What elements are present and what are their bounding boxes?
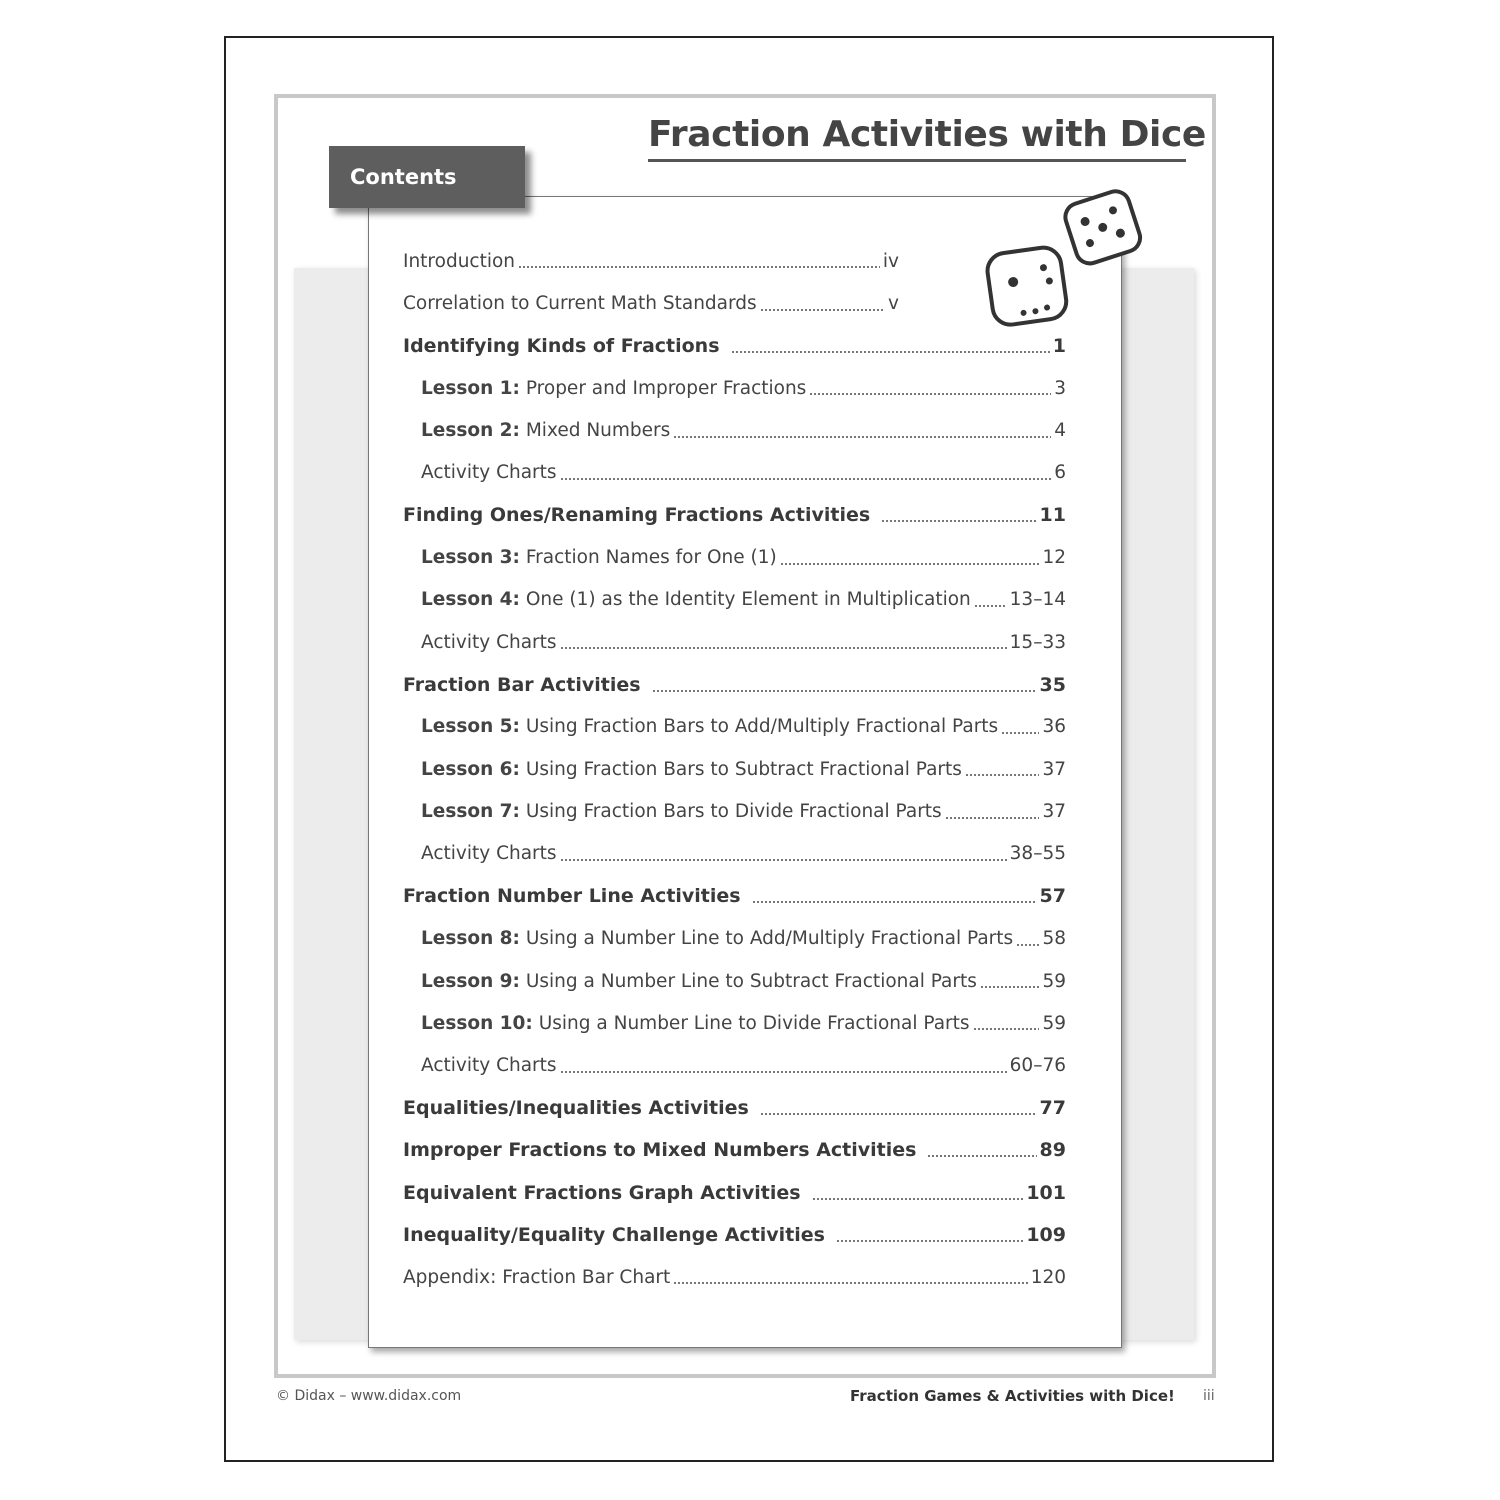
- toc-lesson-number: Lesson 8:: [421, 928, 520, 950]
- toc-entry: [403, 1214, 1066, 1256]
- toc-lesson-number: Lesson 1:: [421, 377, 520, 399]
- toc-entry: [403, 409, 1066, 451]
- toc-dot-leader: [945, 817, 1040, 819]
- toc-entry-label: [403, 1139, 916, 1161]
- toc-entry: [403, 579, 1066, 621]
- toc-lesson-number: Lesson 9:: [421, 970, 520, 992]
- toc-entry-label: [403, 251, 515, 272]
- toc-dot-leader: [652, 690, 1037, 692]
- toc-page-number: 6: [1054, 462, 1066, 484]
- toc-dot-leader: [1001, 732, 1039, 734]
- toc-entry-text: Using Fraction Bars to Add/Multiply Fractional Parts: [525, 716, 999, 738]
- toc-entry-label: [421, 420, 670, 441]
- toc-entry-label: [421, 1055, 557, 1076]
- toc-entry: [403, 1045, 1066, 1087]
- toc-page-number: 37: [1042, 758, 1066, 780]
- contents-tab-label: Contents: [350, 165, 457, 189]
- toc-dot-leader: [974, 605, 1007, 607]
- toc-dot-leader: [560, 478, 1052, 480]
- toc-entry-label: [403, 674, 641, 696]
- toc-entry-text: Proper and Improper Fractions: [525, 377, 807, 399]
- contents-tab: [329, 146, 525, 208]
- toc-entry-label: [421, 462, 557, 483]
- toc-entry-text: Activity Charts: [421, 843, 557, 865]
- toc-entry: [403, 875, 1066, 917]
- toc-lesson-number: Lesson 7:: [421, 801, 520, 823]
- toc-entry-text: Activity Charts: [421, 462, 557, 484]
- toc-entry-text: One (1) as the Identity Element in Multiplication: [525, 589, 971, 611]
- toc-entry-text: Using Fraction Bars to Divide Fractional Parts: [525, 801, 942, 823]
- toc-entry-label: [403, 885, 741, 907]
- toc-dot-leader: [836, 1240, 1023, 1242]
- toc-page-number: 1: [1052, 334, 1066, 357]
- toc-dot-leader: [965, 774, 1040, 776]
- toc-page-number: 57: [1039, 885, 1066, 908]
- toc-entry: [403, 918, 1066, 960]
- toc-entry-text: Using a Number Line to Subtract Fractional Parts: [525, 970, 977, 992]
- toc-page-number: v: [888, 293, 899, 315]
- toc-entry-text: Improper Fractions to Mixed Numbers Activities: [403, 1139, 917, 1162]
- toc-page-number: 37: [1042, 801, 1066, 823]
- toc-dot-leader: [518, 266, 880, 268]
- toc-entry-text: Activity Charts: [421, 1055, 557, 1077]
- toc-page-number: 60–76: [1009, 1055, 1066, 1077]
- toc-entry-label: [421, 378, 806, 399]
- toc-page-number: 109: [1026, 1224, 1066, 1247]
- toc-page-number: 59: [1042, 970, 1066, 992]
- toc-entry-label: [421, 632, 557, 653]
- toc-page-number: 77: [1039, 1097, 1066, 1120]
- toc-entry-text: Equivalent Fractions Graph Activities: [403, 1181, 801, 1204]
- toc-dot-leader: [673, 436, 1051, 438]
- toc-page-number: 11: [1039, 504, 1066, 527]
- toc-entry-text: Appendix: Fraction Bar Chart: [403, 1266, 671, 1288]
- toc-entry: [403, 1129, 1066, 1171]
- toc-dot-leader: [927, 1155, 1036, 1157]
- footer-copyright: © Didax – www.didax.com: [276, 1388, 462, 1404]
- toc-entry-label: [421, 547, 777, 568]
- toc-dot-leader: [560, 859, 1007, 861]
- toc-dot-leader: [973, 1028, 1040, 1030]
- toc-entry-label: [421, 759, 962, 780]
- toc-entry-label: [421, 589, 971, 610]
- toc-lesson-number: Lesson 2:: [421, 420, 520, 442]
- toc-entry: [403, 282, 899, 324]
- toc-entry-text: Identifying Kinds of Fractions: [403, 334, 720, 357]
- toc-entry: [403, 1087, 1066, 1129]
- toc-page-number: 3: [1054, 377, 1066, 399]
- toc-entry-label: [403, 1182, 801, 1204]
- toc-dot-leader: [1016, 944, 1039, 946]
- toc-entry-text: Fraction Bar Activities: [403, 673, 641, 696]
- toc-page-number: 38–55: [1009, 843, 1066, 865]
- toc-page-number: 101: [1026, 1181, 1066, 1204]
- toc-entry-label: [403, 1224, 825, 1246]
- toc-entry-text: Introduction: [403, 250, 516, 272]
- toc-dot-leader: [560, 1071, 1007, 1073]
- toc-entry-label: [421, 801, 942, 822]
- toc-page-number: 12: [1042, 547, 1066, 569]
- toc-page-number: 36: [1042, 716, 1066, 738]
- toc-lesson-number: Lesson 5:: [421, 716, 520, 738]
- toc-entry: [403, 536, 1066, 578]
- toc-entry-label: [421, 716, 998, 737]
- toc-entry-label: [421, 928, 1013, 949]
- toc-page-number: 35: [1039, 673, 1066, 696]
- toc-entry: [403, 325, 1066, 367]
- toc-entry-label: [403, 293, 757, 314]
- toc-page-number: 59: [1042, 1012, 1066, 1034]
- toc-entry-label: [421, 971, 977, 992]
- toc-lesson-number: Lesson 4:: [421, 589, 520, 611]
- toc-entry: [403, 1172, 1066, 1214]
- toc-page-number: 13–14: [1009, 589, 1066, 611]
- toc-entry-label: [403, 1097, 749, 1119]
- toc-entry-text: Inequality/Equality Challenge Activities: [403, 1224, 825, 1247]
- toc-page-number: iv: [882, 250, 899, 272]
- toc-entry-text: Using Fraction Bars to Subtract Fractional Parts: [525, 758, 962, 780]
- toc-entry-label: [403, 335, 720, 357]
- toc-dot-leader: [809, 393, 1051, 395]
- toc-entry-text: Mixed Numbers: [525, 420, 671, 442]
- toc-entry: [403, 790, 1066, 832]
- toc-dot-leader: [560, 647, 1007, 649]
- toc-entry-text: Equalities/Inequalities Activities: [403, 1097, 749, 1120]
- dice-icon: [980, 242, 1076, 332]
- toc-entry: [403, 663, 1066, 705]
- toc-lesson-number: Lesson 10:: [421, 1012, 533, 1034]
- toc-lesson-number: Lesson 3:: [421, 547, 520, 569]
- toc-entry: [403, 960, 1066, 1002]
- table-of-contents: [403, 240, 1066, 1299]
- toc-entry: [403, 367, 1066, 409]
- footer-page-number: iii: [1203, 1388, 1215, 1404]
- toc-dot-leader: [760, 309, 885, 311]
- toc-entry-text: Fraction Names for One (1): [525, 547, 777, 569]
- toc-entry: [403, 240, 899, 282]
- toc-dot-leader: [980, 986, 1040, 988]
- toc-entry-text: Using a Number Line to Add/Multiply Fractional Parts: [525, 928, 1014, 950]
- toc-lesson-number: Lesson 6:: [421, 758, 520, 780]
- toc-page-number: 4: [1054, 420, 1066, 442]
- toc-entry: [403, 452, 1066, 494]
- toc-dot-leader: [752, 901, 1037, 903]
- toc-dot-leader: [881, 520, 1036, 522]
- toc-entry-label: [421, 1013, 970, 1034]
- toc-entry-label: [421, 843, 557, 864]
- toc-page-number: 58: [1042, 928, 1066, 950]
- footer-book-title: Fraction Games & Activities with Dice!: [850, 1387, 1175, 1405]
- toc-entry-text: Using a Number Line to Divide Fractional Parts: [538, 1012, 970, 1034]
- toc-dot-leader: [812, 1198, 1024, 1200]
- toc-dot-leader: [731, 351, 1050, 353]
- toc-entry-text: Activity Charts: [421, 631, 557, 653]
- toc-entry-text: Fraction Number Line Activities: [403, 885, 741, 908]
- page-title: Fraction Activities with Dice: [648, 112, 1186, 162]
- toc-entry-text: Correlation to Current Math Standards: [403, 293, 757, 315]
- toc-dot-leader: [760, 1113, 1037, 1115]
- toc-entry: [403, 1256, 1066, 1298]
- toc-entry-label: [403, 504, 870, 526]
- toc-entry-label: [403, 1267, 670, 1288]
- toc-page-number: 120: [1030, 1266, 1066, 1288]
- toc-page-number: 89: [1039, 1139, 1066, 1162]
- toc-page-number: 15–33: [1009, 631, 1066, 653]
- toc-entry: [403, 494, 1066, 536]
- toc-dot-leader: [780, 563, 1040, 565]
- toc-entry: [403, 748, 1066, 790]
- toc-entry: [403, 706, 1066, 748]
- toc-entry: [403, 1002, 1066, 1044]
- toc-entry: [403, 621, 1066, 663]
- toc-entry: [403, 833, 1066, 875]
- toc-dot-leader: [673, 1282, 1027, 1284]
- toc-entry-text: Finding Ones/Renaming Fractions Activities: [403, 504, 871, 527]
